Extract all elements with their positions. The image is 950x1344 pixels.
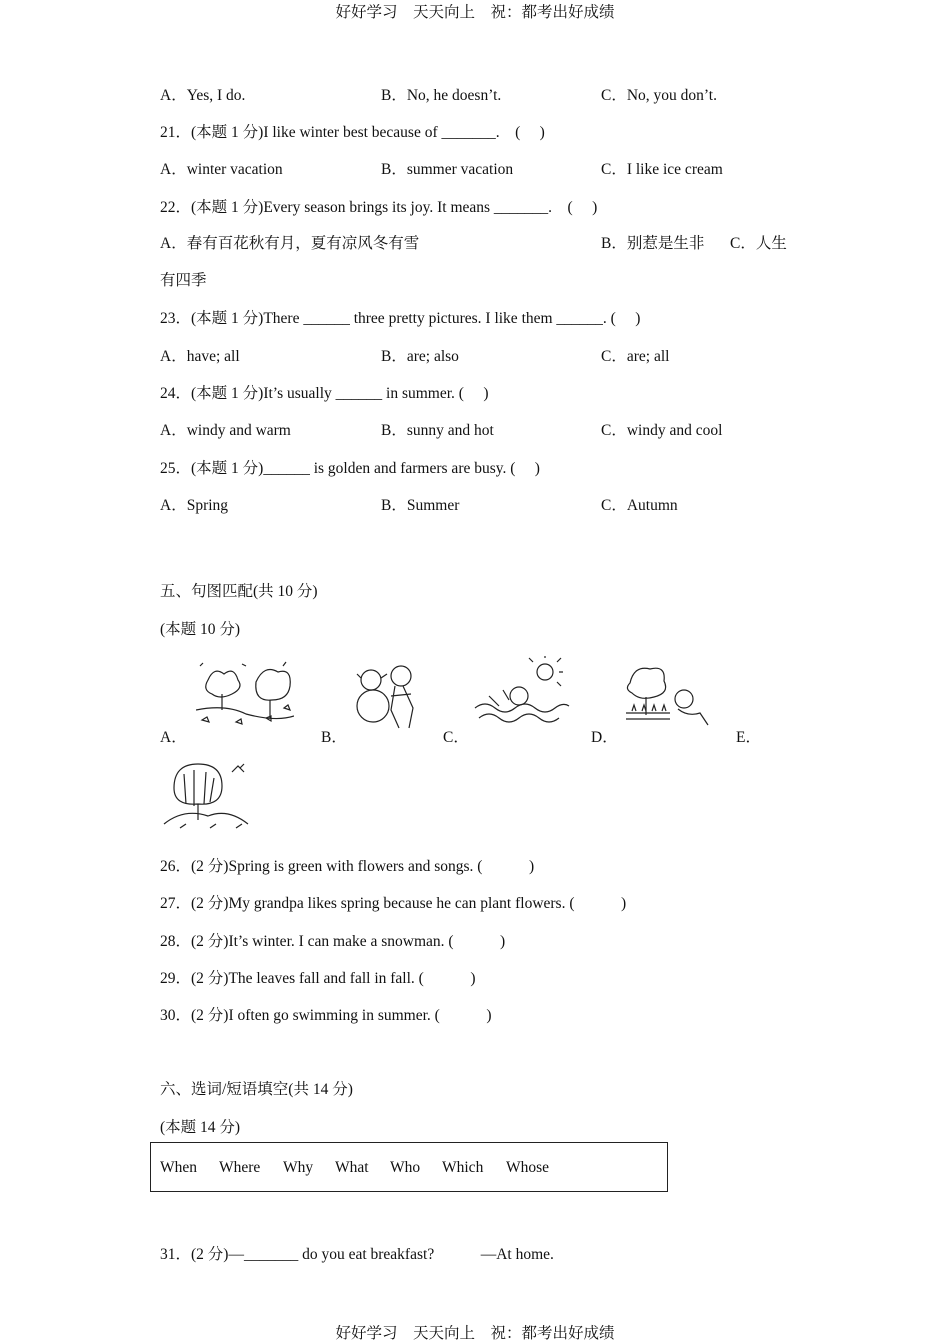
planting-picture [622,663,712,731]
q25-stem: 25．(本题 1 分)______ is golden and farmers are busy. ( ) [160,460,540,477]
q26-item: 26．(2 分)Spring is green with flowers and songs. ( ) [160,858,535,875]
snowman-picture [351,660,423,730]
q30-item: 30．(2 分)I often go swimming in summer. ( ) [160,1007,492,1024]
q20-option-b: B．No, he doesn’t. [381,87,502,104]
q31-item: 31．(2 分)—_______ do you eat breakfast? —At home. [160,1246,554,1263]
autumn-park-picture [196,658,294,726]
q25-option-b: B．Summer [381,497,460,514]
page-footer: 好好学习 天天向上 祝：都考出好成绩 [335,1325,615,1342]
word-bank-word: Where [219,1159,261,1176]
word-bank-word: Who [390,1159,421,1176]
q22-option-a: A．春有百花秋有月，夏有凉风冬有雪 [160,235,420,252]
section6-note: (本题 14 分) [160,1119,241,1136]
q25-option-c: C．Autumn [601,497,678,514]
word-bank-word: When [160,1159,198,1176]
picture-label-c: C． [443,729,469,746]
word-bank-word: Why [283,1159,314,1176]
picture-label-b: B． [321,729,347,746]
q24-option-a: A．windy and warm [160,422,291,439]
q28-item: 28．(2 分)It’s winter. I can make a snowman. ( ) [160,933,506,950]
section6-title: 六、选词/短语填空(共 14 分) [160,1081,353,1098]
picture-label-a: A． [160,729,187,746]
q21-option-c: C．I like ice cream [601,161,723,178]
q23-option-b: B．are; also [381,348,459,365]
page-header: 好好学习 天天向上 祝：都考出好成绩 [335,4,615,21]
swimming-picture [473,656,571,730]
q25-option-a: A．Spring [160,497,229,514]
q24-option-b: B．sunny and hot [381,422,494,439]
q27-item: 27．(2 分)My grandpa likes spring because he can plant flowers. ( ) [160,895,627,912]
q24-option-c: C．windy and cool [601,422,723,439]
word-bank-box [150,1142,668,1192]
q22-option-c: C．人生 [730,235,787,252]
q21-option-b: B．summer vacation [381,161,514,178]
q23-option-a: A．have; all [160,348,240,365]
spring-tree-picture [160,758,258,832]
q22-option-b: B．别惹是生非 [601,235,705,252]
q20-option-c: C．No, you don’t. [601,87,717,104]
section5-title: 五、句图匹配(共 10 分) [160,583,318,600]
picture-label-e: E． [736,729,761,746]
word-bank-word: Whose [506,1159,550,1176]
q21-option-a: A．winter vacation [160,161,283,178]
q22-stem: 22．(本题 1 分)Every season brings its joy. It means _______. ( ) [160,199,598,216]
picture-label-d: D． [591,729,618,746]
q23-stem: 23．(本题 1 分)There ______ three pretty pictures. I like them ______. ( ) [160,310,641,327]
word-bank-word: Which [442,1159,484,1176]
word-bank-word: What [335,1159,369,1176]
q22-option-c-cont: 有四季 [160,272,207,289]
q21-stem: 21．(本题 1 分)I like winter best because of _______. ( ) [160,124,545,141]
q24-stem: 24．(本题 1 分)It’s usually ______ in summer. ( ) [160,385,489,402]
q23-option-c: C．are; all [601,348,670,365]
q29-item: 29．(2 分)The leaves fall and fall in fall. ( ) [160,970,476,987]
section5-note: (本题 10 分) [160,621,241,638]
q20-option-a: A．Yes, I do. [160,87,246,104]
